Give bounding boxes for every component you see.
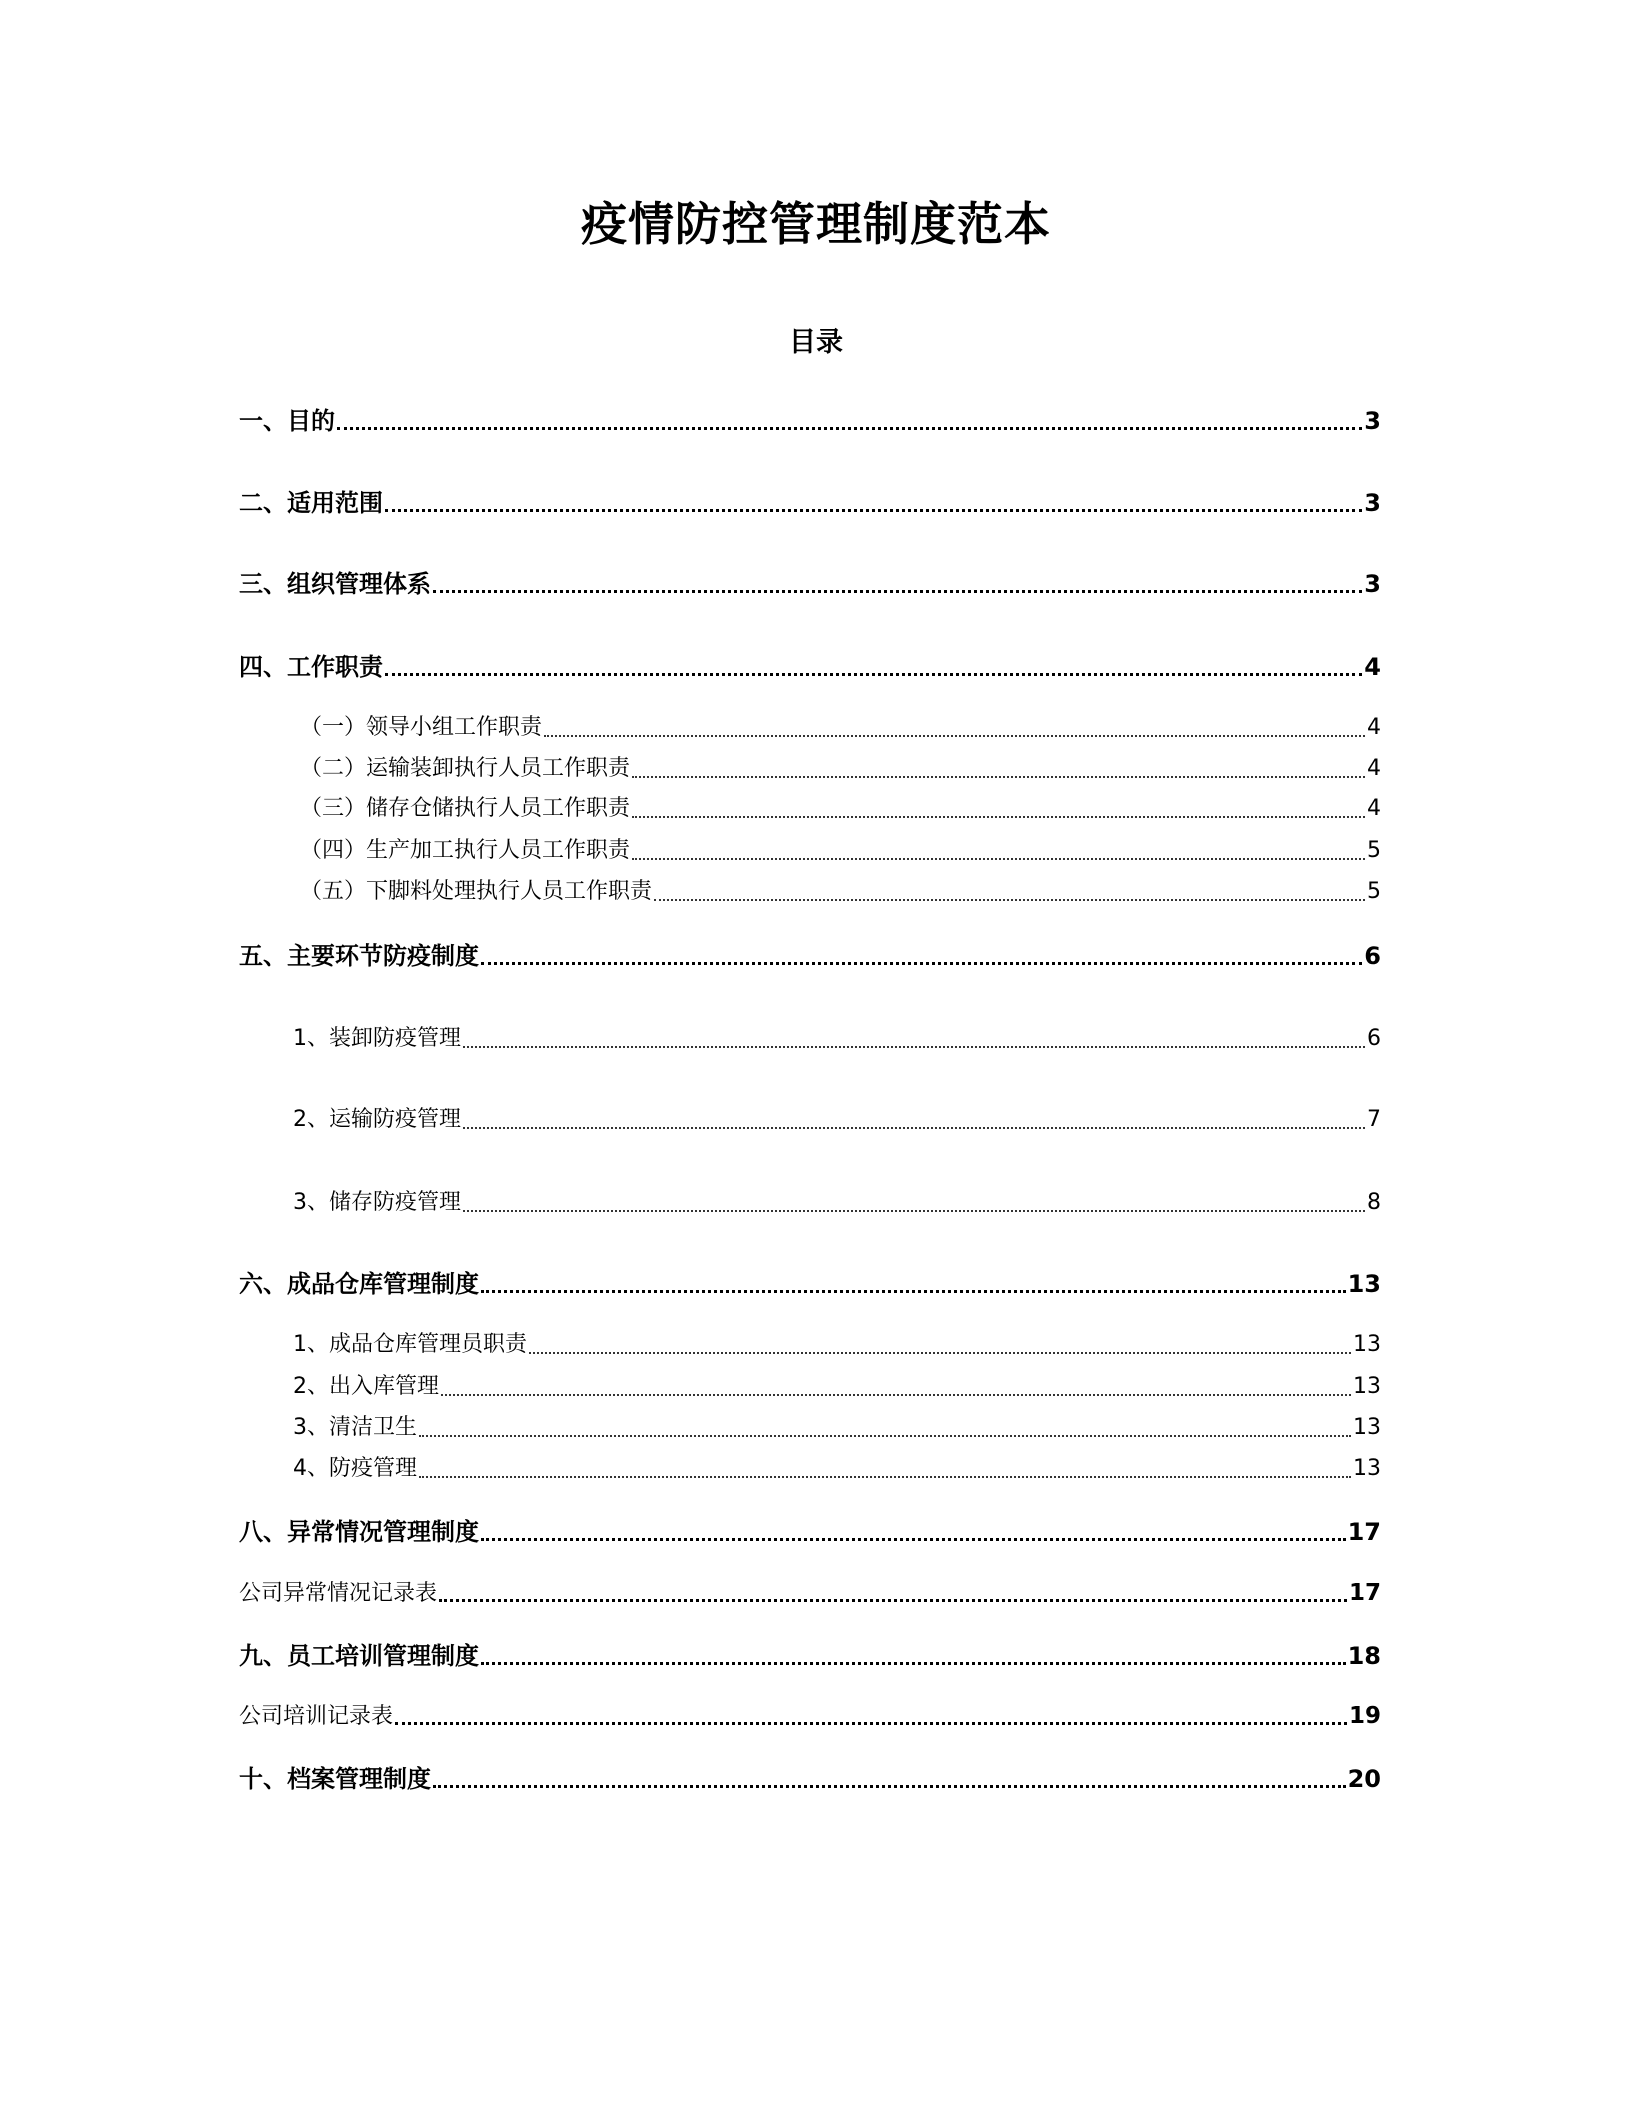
toc-entry-14[interactable] (239, 1267, 1381, 1301)
toc-dot-leader (419, 1435, 1351, 1437)
toc-entry-20[interactable] (239, 1576, 1381, 1610)
toc-dot-leader (481, 962, 1362, 965)
toc-entry-page: 6 (1367, 1026, 1381, 1051)
toc-entry-label: 3、储存防疫管理 (293, 1190, 461, 1215)
toc-entry-page: 3 (1364, 489, 1381, 517)
toc-dot-leader (419, 1476, 1351, 1478)
toc-dot-leader (481, 1538, 1346, 1541)
toc-entry-23[interactable] (239, 1762, 1381, 1796)
toc-entry-label: 九、员工培训管理制度 (239, 1642, 479, 1670)
toc-entry-page: 8 (1367, 1190, 1381, 1215)
document-title: 疫情防控管理制度范本 (581, 197, 1051, 251)
toc-dot-leader (463, 1210, 1365, 1212)
toc-dot-leader (632, 776, 1365, 778)
toc-entry-6[interactable] (300, 752, 1381, 786)
toc-entry-label: 八、异常情况管理制度 (239, 1518, 479, 1546)
toc-dot-leader (544, 735, 1365, 737)
toc-entry-label: （二）运输装卸执行人员工作职责 (300, 756, 631, 781)
toc-entry-12[interactable] (293, 1103, 1381, 1137)
toc-entry-label: 3、清洁卫生 (293, 1415, 417, 1440)
toc-entry-page: 17 (1348, 1580, 1381, 1606)
toc-dot-leader (439, 1599, 1347, 1602)
toc-dot-leader (441, 1394, 1351, 1396)
toc-entry-17[interactable] (293, 1411, 1381, 1445)
toc-entry-1[interactable] (239, 404, 1381, 438)
toc-entry-13[interactable] (293, 1186, 1381, 1220)
toc-entry-11[interactable] (293, 1022, 1381, 1056)
toc-entry-page: 13 (1353, 1374, 1381, 1399)
toc-entry-19[interactable] (239, 1515, 1381, 1549)
toc-entry-16[interactable] (293, 1370, 1381, 1404)
toc-entry-label: 五、主要环节防疫制度 (239, 942, 479, 970)
toc-entry-21[interactable] (239, 1639, 1381, 1673)
toc-entry-page: 5 (1367, 838, 1381, 863)
toc-entry-label: 公司培训记录表 (239, 1704, 394, 1729)
toc-entry-page: 13 (1353, 1332, 1381, 1357)
toc-dot-leader (337, 427, 1362, 430)
toc-dot-leader (654, 899, 1365, 901)
toc-entry-22[interactable] (239, 1699, 1381, 1733)
toc-entry-3[interactable] (239, 567, 1381, 601)
toc-dot-leader (632, 858, 1365, 860)
toc-entry-page: 3 (1364, 570, 1381, 598)
toc-dot-leader (463, 1127, 1365, 1129)
toc-entry-label: 二、适用范围 (239, 489, 383, 517)
toc-entry-8[interactable] (300, 834, 1381, 868)
toc-dot-leader (529, 1352, 1351, 1354)
toc-entry-page: 4 (1367, 715, 1381, 740)
toc-entry-page: 18 (1347, 1642, 1381, 1670)
toc-entry-label: （五）下脚料处理执行人员工作职责 (300, 879, 653, 904)
toc-entry-7[interactable] (300, 792, 1381, 826)
toc-entry-page: 20 (1347, 1765, 1381, 1793)
toc-dot-leader (395, 1722, 1347, 1725)
toc-entry-page: 13 (1353, 1456, 1381, 1481)
toc-dot-leader (481, 1290, 1346, 1293)
toc-entry-label: （三）储存仓储执行人员工作职责 (300, 796, 631, 821)
toc-entry-page: 13 (1353, 1415, 1381, 1440)
toc-entry-label: 四、工作职责 (239, 653, 383, 681)
toc-entry-label: 六、成品仓库管理制度 (239, 1270, 479, 1298)
toc-entry-page: 4 (1364, 653, 1381, 681)
toc-entry-label: 1、成品仓库管理员职责 (293, 1332, 527, 1357)
toc-entry-page: 19 (1348, 1703, 1381, 1729)
toc-dot-leader (385, 673, 1362, 676)
toc-entry-page: 6 (1364, 942, 1381, 970)
toc-dot-leader (481, 1662, 1346, 1665)
toc-dot-leader (433, 590, 1362, 593)
toc-entry-10[interactable] (239, 939, 1381, 973)
toc-entry-9[interactable] (300, 875, 1381, 909)
toc-entry-label: 三、组织管理体系 (239, 570, 431, 598)
toc-entry-page: 4 (1367, 756, 1381, 781)
toc-entry-page: 4 (1367, 796, 1381, 821)
toc-entry-5[interactable] (300, 711, 1381, 745)
toc-entry-2[interactable] (239, 486, 1381, 520)
toc-entry-label: 一、目的 (239, 407, 335, 435)
toc-entry-label: （四）生产加工执行人员工作职责 (300, 838, 631, 863)
toc-entry-15[interactable] (293, 1328, 1381, 1362)
toc-entry-label: 1、装卸防疫管理 (293, 1026, 461, 1051)
toc-entry-page: 3 (1364, 407, 1381, 435)
toc-entry-label: 2、出入库管理 (293, 1374, 439, 1399)
toc-entry-18[interactable] (293, 1452, 1381, 1486)
toc-dot-leader (385, 509, 1362, 512)
toc-dot-leader (463, 1046, 1365, 1048)
toc-entry-page: 7 (1367, 1107, 1381, 1132)
toc-entry-page: 5 (1367, 879, 1381, 904)
toc-entry-page: 13 (1347, 1270, 1381, 1298)
toc-entry-label: 2、运输防疫管理 (293, 1107, 461, 1132)
toc-entry-label: 十、档案管理制度 (239, 1765, 431, 1793)
toc-dot-leader (632, 816, 1365, 818)
toc-entry-label: 4、防疫管理 (293, 1456, 417, 1481)
toc-entry-page: 17 (1347, 1518, 1381, 1546)
toc-entry-label: （一）领导小组工作职责 (300, 715, 543, 740)
toc-entry-label: 公司异常情况记录表 (239, 1581, 438, 1606)
toc-dot-leader (433, 1785, 1346, 1788)
toc-heading: 目录 (789, 327, 843, 358)
toc-entry-4[interactable] (239, 650, 1381, 684)
